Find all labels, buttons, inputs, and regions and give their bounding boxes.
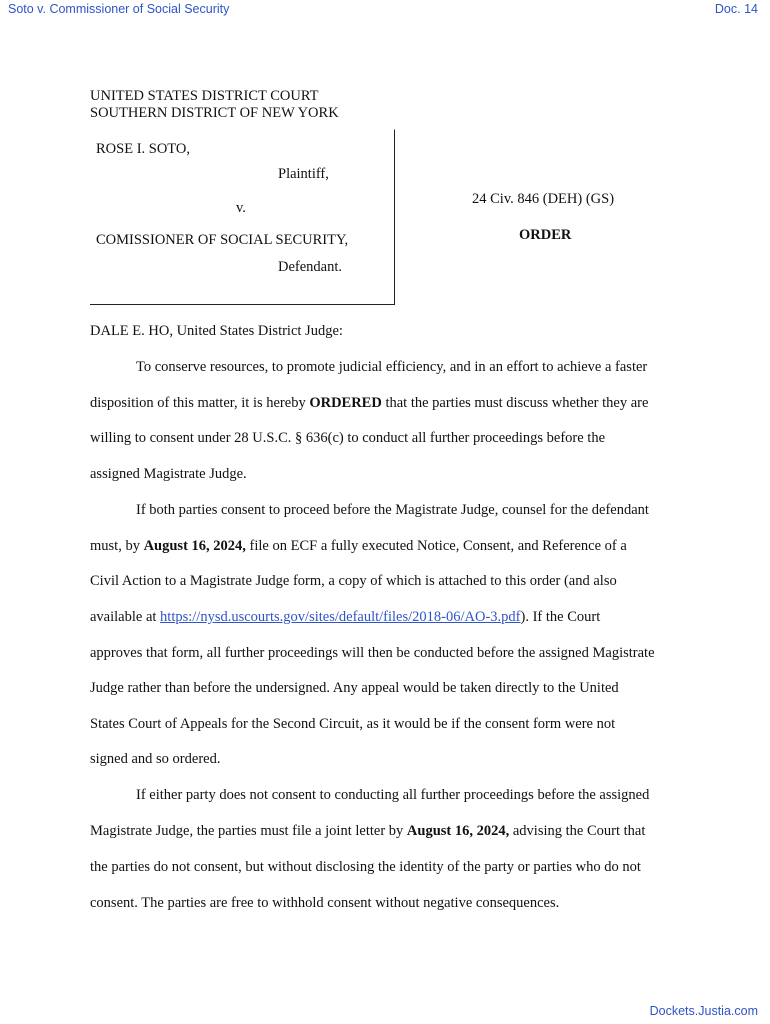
paragraph-1-line: willing to consent under 28 U.S.C. § 636(c) to conduct all further proceedings before the: [90, 430, 606, 446]
paragraph-3-line: the parties do not consent, but without disclosing the identity of the party or parties who do not: [90, 859, 641, 875]
paragraph-1-line: assigned Magistrate Judge.: [90, 466, 247, 482]
case-title-link[interactable]: Soto v. Commissioner of Social Security: [8, 2, 230, 16]
case-number: 24 Civ. 846 (DEH) (GS): [472, 191, 615, 207]
court-name: UNITED STATES DISTRICT COURT: [90, 88, 319, 104]
defendant-role: Defendant.: [278, 259, 343, 275]
defendant-name: COMISSIONER OF SOCIAL SECURITY,: [96, 232, 349, 248]
paragraph-3-line: consent. The parties are free to withhold consent without negative consequences.: [90, 895, 560, 911]
paragraph-2-line: signed and so ordered.: [90, 751, 221, 767]
paragraph-2-line: Civil Action to a Magistrate Judge form, a copy of which is attached to this order (and also: [90, 573, 617, 589]
paragraph-2-line: States Court of Appeals for the Second Circuit, as it would be if the consent form were not: [90, 716, 616, 732]
paragraph-1-line: To conserve resources, to promote judicial efficiency, and in an effort to achieve a faster: [136, 359, 648, 375]
paragraph-3-line: If either party does not consent to conducting all further proceedings before the assigned: [136, 787, 650, 803]
district-name: SOUTHERN DISTRICT OF NEW YORK: [90, 105, 339, 121]
paragraph-2-line: must, by August 16, 2024, file on ECF a fully executed Notice, Consent, and Reference of a: [90, 538, 627, 554]
case-caption-box: [90, 129, 395, 305]
paragraph-2-line: approves that form, all further proceedings will then be conducted before the assigned Magistrate: [90, 645, 655, 661]
ao3-form-link[interactable]: https://nysd.uscourts.gov/sites/default/files/2018-06/AO-3.pdf: [160, 609, 521, 625]
court-heading: [90, 88, 339, 122]
plaintiff-role: Plaintiff,: [278, 166, 329, 182]
paragraph-2-line: available at https://nysd.uscourts.gov/sites/default/files/2018-06/AO-3.pdf). If the Court: [90, 609, 601, 625]
justia-footer-link[interactable]: Dockets.Justia.com: [649, 1004, 758, 1018]
paragraph-3-line: Magistrate Judge, the parties must file a joint letter by August 16, 2024, advising the Court that: [90, 823, 646, 839]
judge-line: DALE E. HO, United States District Judge:: [90, 323, 343, 339]
doc-number-link[interactable]: Doc. 14: [714, 2, 758, 16]
plaintiff-name: ROSE I. SOTO,: [96, 141, 190, 157]
versus: v.: [236, 200, 246, 216]
paragraph-2-line: Judge rather than before the undersigned. Any appeal would be taken directly to the United: [90, 680, 619, 696]
paragraph-2-line: If both parties consent to proceed before the Magistrate Judge, counsel for the defendant: [136, 502, 649, 518]
paragraph-1-line: disposition of this matter, it is hereby ORDERED that the parties must discuss whether they are: [90, 395, 649, 411]
document-title: ORDER: [519, 227, 572, 243]
